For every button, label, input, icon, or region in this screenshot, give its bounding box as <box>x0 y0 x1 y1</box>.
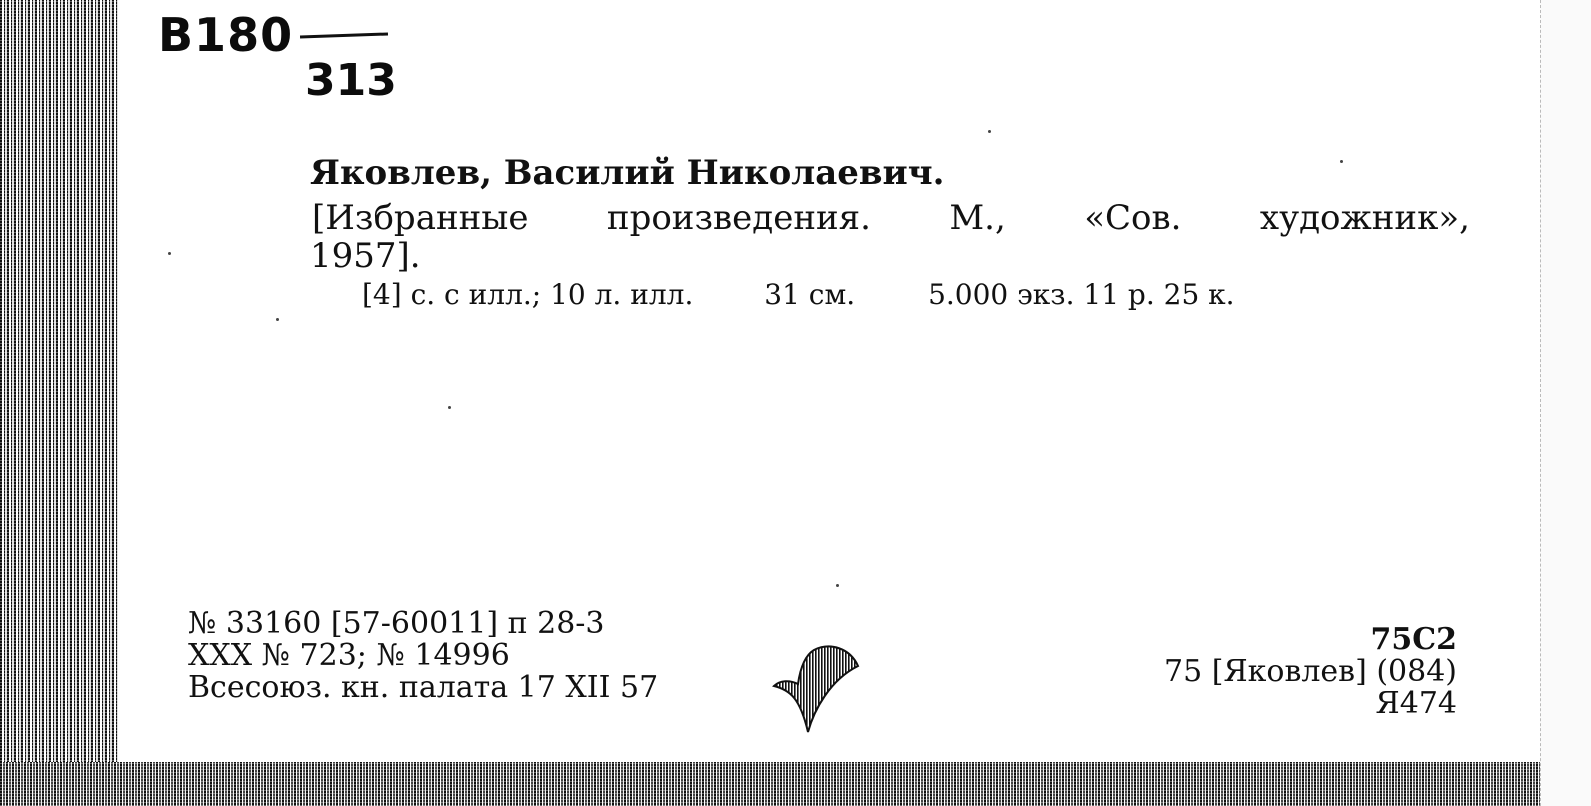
handwritten-shelf-mark: B180 <box>158 8 294 62</box>
speck <box>276 318 279 321</box>
collation-copies-price: 5.000 экз. 11 р. 25 к. <box>928 278 1235 311</box>
registry-line: № 33160 [57-60011] п 28-3 <box>188 606 605 641</box>
classification-code: 75С2 <box>1370 622 1457 657</box>
handwritten-shelf-number: 313 <box>305 55 397 106</box>
speck <box>448 406 451 409</box>
registry-line: Всесоюз. кн. палата 17 XII 57 <box>188 670 659 705</box>
publisher-word: «Сов. <box>1084 198 1182 238</box>
registry-block <box>188 608 658 704</box>
chamber-stamp-emblem <box>770 640 862 736</box>
author-mark: Я474 <box>1375 686 1457 721</box>
publication-year: 1957]. <box>310 236 421 276</box>
scan-edge-bottom <box>0 762 1540 806</box>
title-line <box>312 198 1470 238</box>
registry-line: XXX № 723; № 14996 <box>188 638 510 673</box>
collation-pages: [4] с. с илл.; 10 л. илл. <box>362 278 694 311</box>
scan-edge-left <box>0 0 118 806</box>
publisher-place: М., <box>949 198 1006 238</box>
classification-block <box>1164 624 1457 720</box>
classification-index: 75 [Яковлев] (084) <box>1164 654 1457 689</box>
speck <box>168 252 171 255</box>
publisher-word: художник», <box>1259 198 1470 238</box>
speck <box>988 130 991 133</box>
scan-edge-right <box>1540 0 1591 806</box>
speck <box>1340 160 1343 163</box>
collation-line <box>362 278 1235 311</box>
collation-size: 31 см. <box>764 278 856 311</box>
title-word: произведения. <box>606 198 871 238</box>
author-heading: Яковлев, Василий Николаевич. <box>310 153 945 193</box>
title-word: [Избранные <box>312 198 529 238</box>
speck <box>836 584 839 587</box>
